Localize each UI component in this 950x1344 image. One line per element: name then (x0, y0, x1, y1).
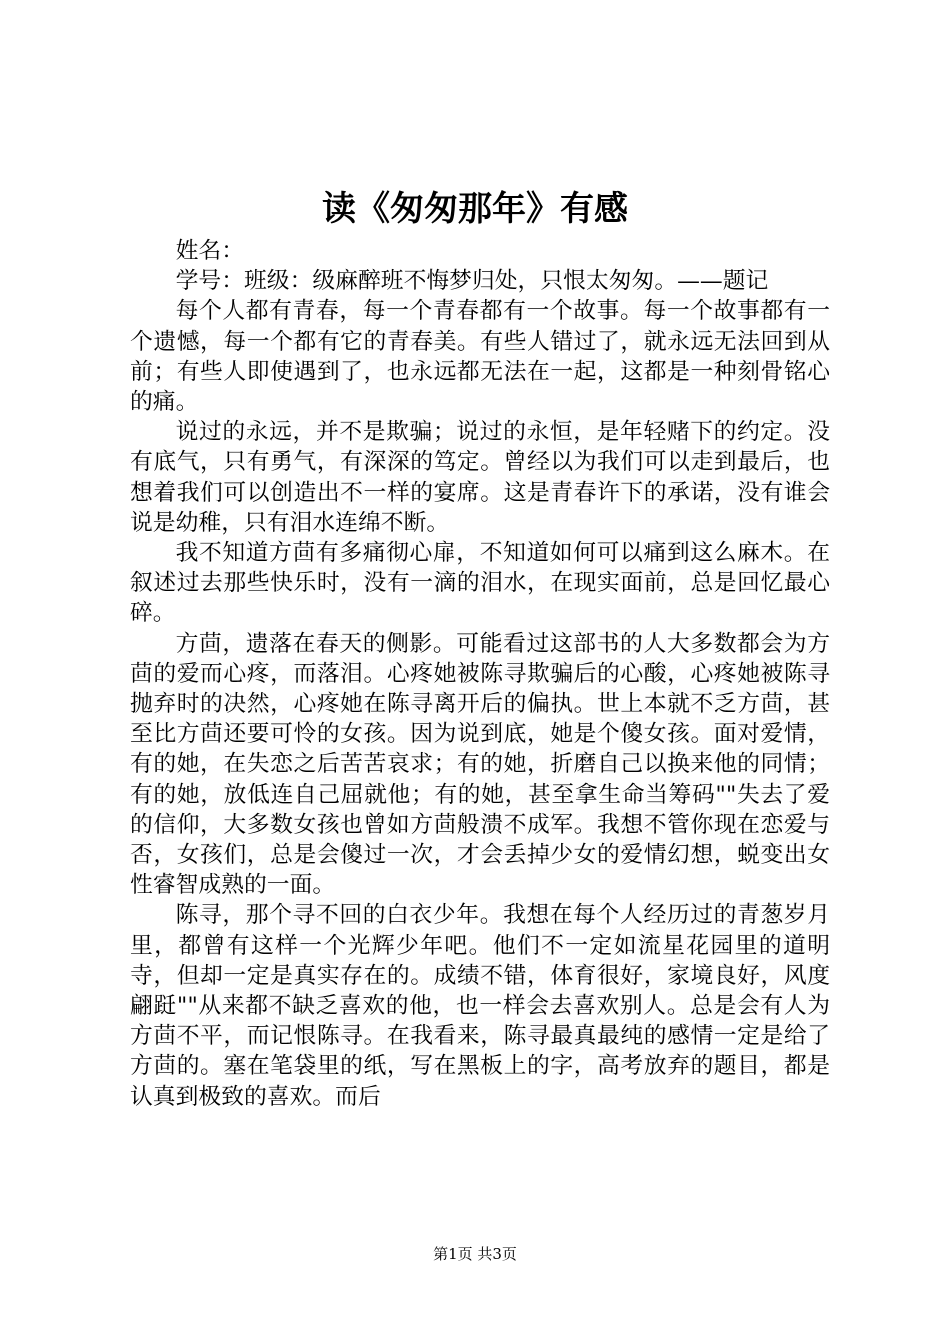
document-title: 读《匆匆那年》有感 (322, 189, 628, 229)
paragraph: 说过的永远，并不是欺骗；说过的永恒，是年轻赌下的约定。没有底气，只有勇气，有深深的笃定。曾经以为我们可以走到最后，也想着我们可以创造出不一样的宴席。这是青春许下的承诺，没有谁会说是幼稚，只有泪水连绵不断。 (130, 419, 830, 536)
page-footer: 第1页 共3页 (433, 1245, 517, 1263)
name-line: 姓名： (175, 238, 244, 264)
paragraph: 我不知道方茴有多痛彻心扉，不知道如何可以痛到这么麻木。在叙述过去那些快乐时，没有一滴的泪水，在现实面前，总是回忆最心碎。 (130, 540, 830, 627)
paragraph: 每个人都有青春，每一个青春都有一个故事。每一个故事都有一个遗憾，每一个都有它的青春美。有些人错过了，就永远无法回到从前；有些人即使遇到了，也永远都无法在一起，这都是一种刻骨铭心的痛。 (130, 298, 830, 416)
student-info-line: 学号：班级：级麻醉班不悔梦归处，只恨太匆匆。——题记 (175, 268, 769, 295)
paragraph: 方茴，遗落在春天的侧影。可能看过这部书的人大多数都会为方茴的爱而心疼，而落泪。心疼她被陈寻欺骗后的心酸，心疼她被陈寻抛弃时的决然，心疼她在陈寻离开后的偏执。世上本就不乏方茴，甚至比方茴还要可怜的女孩。因为说到底，她是个傻女孩。面对爱情，有的她，在失恋之后苦苦哀求；有的她，折磨自己以换来他的同情；有的她，放低连自己屈就他；有的她，甚至拿生命当筹码""失去了爱的信仰，大多数女孩也曾如方茴般溃不成军。我想不管你现在恋爱与否，女孩们，总是会傻过一次，才会丢掉少女的爱情幻想，蜕变出女性睿智成熟的一面。 (130, 630, 830, 899)
document-body (130, 236, 830, 1112)
paragraph: 陈寻，那个寻不回的白衣少年。我想在每个人经历过的青葱岁月里，都曾有这样一个光辉少年吧。他们不一定如流星花园里的道明寺，但却一定是真实存在的。成绩不错，体育很好，家境良好，风度翩跹""从来都不缺乏喜欢的他，也一样会去喜欢别人。总是会有人为方茴不平，而记恨陈寻。在我看来，陈寻最真最纯的感情一定是给了方茴的。塞在笔袋里的纸，写在黑板上的字，高考放弃的题目，都是认真到极致的喜欢。而后 (130, 902, 830, 1110)
